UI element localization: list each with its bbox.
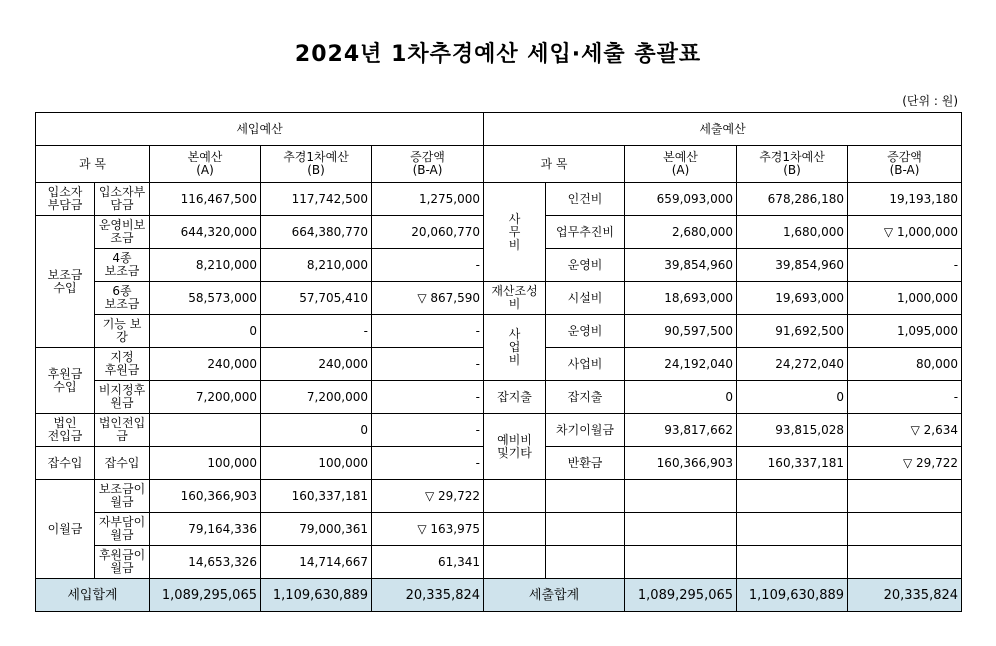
income-subject-header: 과 목 — [36, 146, 150, 183]
expense-item-label: 업무추진비 — [546, 216, 625, 249]
income-supp-value: 0 — [261, 414, 372, 447]
income-base-value: 79,164,336 — [150, 513, 261, 546]
income-base-value: 160,366,903 — [150, 480, 261, 513]
unit-label: (단위 : 원) — [902, 94, 958, 108]
expense-item-label: 사업비 — [546, 348, 625, 381]
expense-supp-value: 678,286,180 — [737, 183, 848, 216]
income-group-label: 법인 전입금 — [36, 414, 95, 447]
expense-item-label: 잡지출 — [546, 381, 625, 414]
expense-diff-value: 1,095,000 — [848, 315, 962, 348]
expense-base-value: 24,192,040 — [625, 348, 737, 381]
empty-cell — [484, 546, 546, 579]
empty-cell — [546, 480, 625, 513]
expense-supp-value: 93,815,028 — [737, 414, 848, 447]
income-item-label: 보조금이 월금 — [95, 480, 150, 513]
empty-cell — [737, 513, 848, 546]
income-base-header: 본예산 (A) — [150, 146, 261, 183]
income-supp-value: 100,000 — [261, 447, 372, 480]
income-total-supp: 1,109,630,889 — [261, 579, 372, 612]
expense-total-supp: 1,109,630,889 — [737, 579, 848, 612]
expense-diff-value: ▽ 29,722 — [848, 447, 962, 480]
income-supp-value: 664,380,770 — [261, 216, 372, 249]
page-title: 2024년 1차추경예산 세입·세출 총괄표 — [294, 42, 702, 67]
expense-item-label: 시설비 — [546, 282, 625, 315]
expense-group-label: 사 무 비 — [484, 183, 546, 282]
empty-cell — [546, 546, 625, 579]
income-supp-value: 117,742,500 — [261, 183, 372, 216]
income-base-value: 58,573,000 — [150, 282, 261, 315]
income-diff-value: 20,060,770 — [372, 216, 484, 249]
expense-diff-value: ▽ 2,634 — [848, 414, 962, 447]
income-diff-value: - — [372, 414, 484, 447]
income-item-label: 후원금이 월금 — [95, 546, 150, 579]
expense-supp-value: 24,272,040 — [737, 348, 848, 381]
expense-supp-value: 91,692,500 — [737, 315, 848, 348]
table-row — [36, 381, 962, 414]
income-diff-header: 증감액 (B-A) — [372, 146, 484, 183]
expense-group-label: 사 업 비 — [484, 315, 546, 381]
income-item-label: 4종 보조금 — [95, 249, 150, 282]
expense-item-label: 운영비 — [546, 315, 625, 348]
empty-cell — [848, 546, 962, 579]
empty-cell — [625, 546, 737, 579]
income-item-label: 잡수입 — [95, 447, 150, 480]
expense-group-label: 예비비 및기타 — [484, 414, 546, 480]
income-supp-value: 7,200,000 — [261, 381, 372, 414]
expense-supp-value: 0 — [737, 381, 848, 414]
empty-cell — [848, 513, 962, 546]
empty-cell — [546, 513, 625, 546]
total-row — [36, 579, 962, 612]
expense-total-label: 세출합계 — [484, 579, 625, 612]
expense-total-base: 1,089,295,065 — [625, 579, 737, 612]
expense-base-value: 659,093,000 — [625, 183, 737, 216]
expense-diff-value: ▽ 1,000,000 — [848, 216, 962, 249]
income-supp-value: 160,337,181 — [261, 480, 372, 513]
income-diff-value: ▽ 163,975 — [372, 513, 484, 546]
income-total-label: 세입합계 — [36, 579, 150, 612]
expense-item-label: 운영비 — [546, 249, 625, 282]
income-base-value: 240,000 — [150, 348, 261, 381]
income-base-value: 0 — [150, 315, 261, 348]
empty-cell — [484, 480, 546, 513]
income-item-label: 기능 보 강 — [95, 315, 150, 348]
expense-diff-value: - — [848, 381, 962, 414]
income-supp-value: 79,000,361 — [261, 513, 372, 546]
income-supp-header: 추경1차예산 (B) — [261, 146, 372, 183]
empty-cell — [737, 480, 848, 513]
income-group-label: 입소자 부담금 — [36, 183, 95, 216]
expense-group-label: 잡지출 — [484, 381, 546, 414]
expense-base-value: 2,680,000 — [625, 216, 737, 249]
table-row — [36, 282, 962, 315]
expense-diff-value: 1,000,000 — [848, 282, 962, 315]
income-item-label: 지정 후원금 — [95, 348, 150, 381]
empty-cell — [625, 480, 737, 513]
table-row — [36, 480, 962, 513]
income-base-value: 7,200,000 — [150, 381, 261, 414]
column-header-row — [36, 146, 962, 183]
income-base-value — [150, 414, 261, 447]
income-base-value: 100,000 — [150, 447, 261, 480]
table-row — [36, 315, 962, 348]
expense-base-value: 18,693,000 — [625, 282, 737, 315]
empty-cell — [625, 513, 737, 546]
income-base-value: 14,653,326 — [150, 546, 261, 579]
expense-section-header: 세출예산 — [484, 113, 962, 146]
income-group-label: 보조금 수입 — [36, 216, 95, 348]
expense-item-label: 반환금 — [546, 447, 625, 480]
income-diff-value: ▽ 29,722 — [372, 480, 484, 513]
income-group-label: 이월금 — [36, 480, 95, 579]
table-row — [36, 513, 962, 546]
income-section-header: 세입예산 — [36, 113, 484, 146]
table-row — [36, 414, 962, 447]
table-row — [36, 183, 962, 216]
expense-base-value: 160,366,903 — [625, 447, 737, 480]
expense-diff-value: 19,193,180 — [848, 183, 962, 216]
budget-summary-table — [35, 112, 962, 612]
income-item-label: 입소자부 담금 — [95, 183, 150, 216]
income-diff-value: - — [372, 447, 484, 480]
income-total-base: 1,089,295,065 — [150, 579, 261, 612]
income-diff-value: - — [372, 348, 484, 381]
expense-base-value: 0 — [625, 381, 737, 414]
expense-base-header: 본예산 (A) — [625, 146, 737, 183]
expense-base-value: 39,854,960 — [625, 249, 737, 282]
expense-base-value: 90,597,500 — [625, 315, 737, 348]
expense-diff-value: 80,000 — [848, 348, 962, 381]
expense-base-value: 93,817,662 — [625, 414, 737, 447]
income-diff-value: - — [372, 249, 484, 282]
income-diff-value: - — [372, 315, 484, 348]
expense-supp-header: 추경1차예산 (B) — [737, 146, 848, 183]
income-base-value: 8,210,000 — [150, 249, 261, 282]
expense-item-label: 인건비 — [546, 183, 625, 216]
income-item-label: 자부담이 월금 — [95, 513, 150, 546]
empty-cell — [737, 546, 848, 579]
income-base-value: 644,320,000 — [150, 216, 261, 249]
expense-diff-value: - — [848, 249, 962, 282]
income-diff-value: - — [372, 381, 484, 414]
expense-supp-value: 19,693,000 — [737, 282, 848, 315]
expense-supp-value: 39,854,960 — [737, 249, 848, 282]
income-total-diff: 20,335,824 — [372, 579, 484, 612]
income-supp-value: - — [261, 315, 372, 348]
expense-subject-header: 과 목 — [484, 146, 625, 183]
income-item-label: 비지정후 원금 — [95, 381, 150, 414]
empty-cell — [484, 513, 546, 546]
income-diff-value: 61,341 — [372, 546, 484, 579]
income-supp-value: 240,000 — [261, 348, 372, 381]
income-supp-value: 8,210,000 — [261, 249, 372, 282]
income-supp-value: 57,705,410 — [261, 282, 372, 315]
income-diff-value: ▽ 867,590 — [372, 282, 484, 315]
expense-group-label: 재산조성 비 — [484, 282, 546, 315]
income-item-label: 법인전입 금 — [95, 414, 150, 447]
table-row — [36, 546, 962, 579]
section-header-row — [36, 113, 962, 146]
income-diff-value: 1,275,000 — [372, 183, 484, 216]
income-base-value: 116,467,500 — [150, 183, 261, 216]
expense-supp-value: 1,680,000 — [737, 216, 848, 249]
empty-cell — [848, 480, 962, 513]
income-group-label: 후원금 수입 — [36, 348, 95, 414]
expense-diff-header: 증감액 (B-A) — [848, 146, 962, 183]
income-supp-value: 14,714,667 — [261, 546, 372, 579]
income-item-label: 운영비보 조금 — [95, 216, 150, 249]
expense-total-diff: 20,335,824 — [848, 579, 962, 612]
expense-item-label: 차기이월금 — [546, 414, 625, 447]
expense-supp-value: 160,337,181 — [737, 447, 848, 480]
income-group-label: 잡수입 — [36, 447, 95, 480]
income-item-label: 6종 보조금 — [95, 282, 150, 315]
